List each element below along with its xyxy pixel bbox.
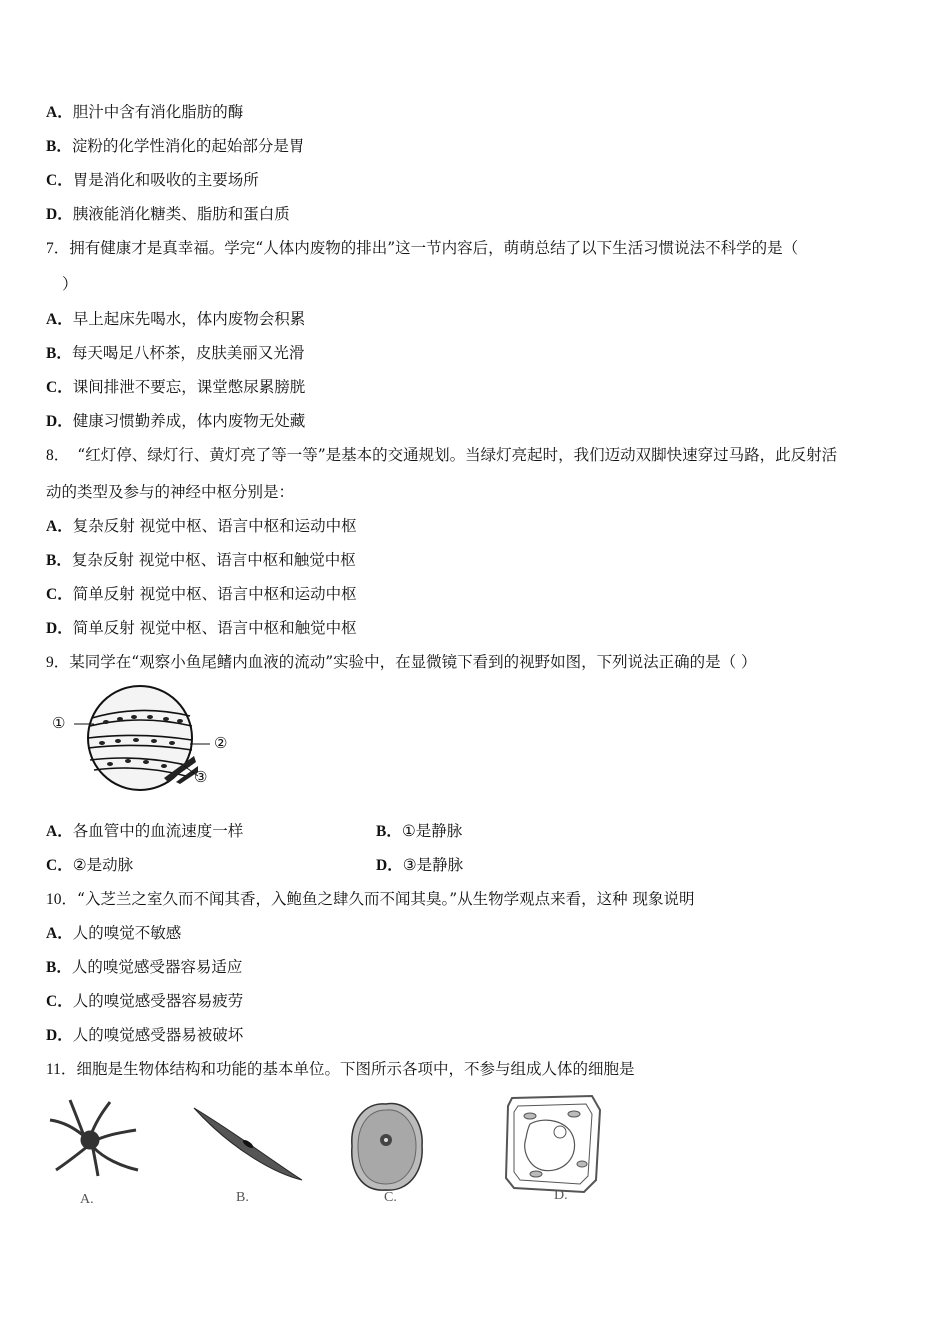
q10-option-b: B．人的嗅觉感受器容易适应	[46, 958, 243, 976]
cell-label-d: D.	[554, 1188, 568, 1203]
q10-stem: 10．“入芝兰之室久而不闻其香，入鲍鱼之肆久而不闻其臭。”从生物学观点来看，这种 现象说明	[46, 890, 695, 908]
q10-option-a: A．人的嗅觉不敏感	[46, 924, 182, 942]
q8-option-c: C．简单反射 视觉中枢、语言中枢和运动中枢	[46, 585, 357, 603]
q6-option-c: C．胃是消化和吸收的主要场所	[46, 171, 259, 189]
q8-stem: 8． “红灯停、绿灯行、黄灯亮了等一等”是基本的交通规划。当绿灯亮起时，我们迈动双脚快速穿过马路，此反射活	[46, 446, 838, 464]
cell-label-a: A.	[80, 1192, 94, 1207]
q8-option-b: B．复杂反射 视觉中枢、语言中枢和触觉中枢	[46, 551, 356, 569]
cell-label-b: B.	[236, 1190, 249, 1205]
q7-option-b: B．每天喝足八杯茶，皮肤美丽又光滑	[46, 344, 305, 362]
q9-stem: 9．某同学在“观察小鱼尾鳍内血液的流动”实验中，在显微镜下看到的视野如图，下列说法正确的是（ ）	[46, 653, 757, 671]
figure-label-3: ③	[194, 770, 208, 786]
cell-drawings	[44, 1092, 614, 1212]
q7-stem: 7．拥有健康才是真幸福。学完“人体内废物的排出”这一节内容后，萌萌总结了以下生活习惯说法不科学的是（	[46, 239, 799, 257]
cell-label-c: C.	[384, 1190, 397, 1205]
egg-cell-image	[352, 1104, 422, 1191]
q9-option-d: D．③是静脉	[376, 856, 464, 874]
q8-option-a: A．复杂反射 视觉中枢、语言中枢和运动中枢	[46, 517, 357, 535]
q7-stem-end: ）	[62, 275, 78, 293]
muscle-cell-image	[194, 1108, 302, 1180]
blood-flow-figure	[44, 682, 244, 798]
cell-figures	[44, 1092, 614, 1212]
q10-option-d: D．人的嗅觉感受器易被破坏	[46, 1026, 244, 1044]
q8-option-d: D．简单反射 视觉中枢、语言中枢和触觉中枢	[46, 619, 357, 637]
figure-label-1: ①	[52, 716, 66, 732]
q6-option-a: A．胆汁中含有消化脂肪的酶	[46, 103, 244, 121]
q7-option-a: A．早上起床先喝水，体内废物会积累	[46, 310, 306, 328]
q6-option-d: D．胰液能消化糖类、脂肪和蛋白质	[46, 205, 290, 223]
q9-option-a: A．各血管中的血流速度一样	[46, 822, 244, 840]
neuron-cell-image	[50, 1100, 138, 1176]
q7-option-c: C．课间排泄不要忘，课堂憋尿累膀胱	[46, 378, 306, 396]
q9-option-b: B．①是静脉	[376, 822, 463, 840]
q9-option-c: C．②是动脉	[46, 856, 134, 874]
figure-label-2: ②	[214, 736, 228, 752]
plant-cell-image	[506, 1096, 600, 1192]
q10-option-c: C．人的嗅觉感受器容易疲劳	[46, 992, 244, 1010]
q8-stem-line2: 动的类型及参与的神经中枢分别是：	[46, 483, 295, 501]
q7-option-d: D．健康习惯勤养成，体内废物无处藏	[46, 412, 306, 430]
q11-stem: 11．细胞是生物体结构和功能的基本单位。下图所示各项中，不参与组成人体的细胞是	[46, 1060, 635, 1078]
q6-option-b: B．淀粉的化学性消化的起始部分是胃	[46, 137, 305, 155]
